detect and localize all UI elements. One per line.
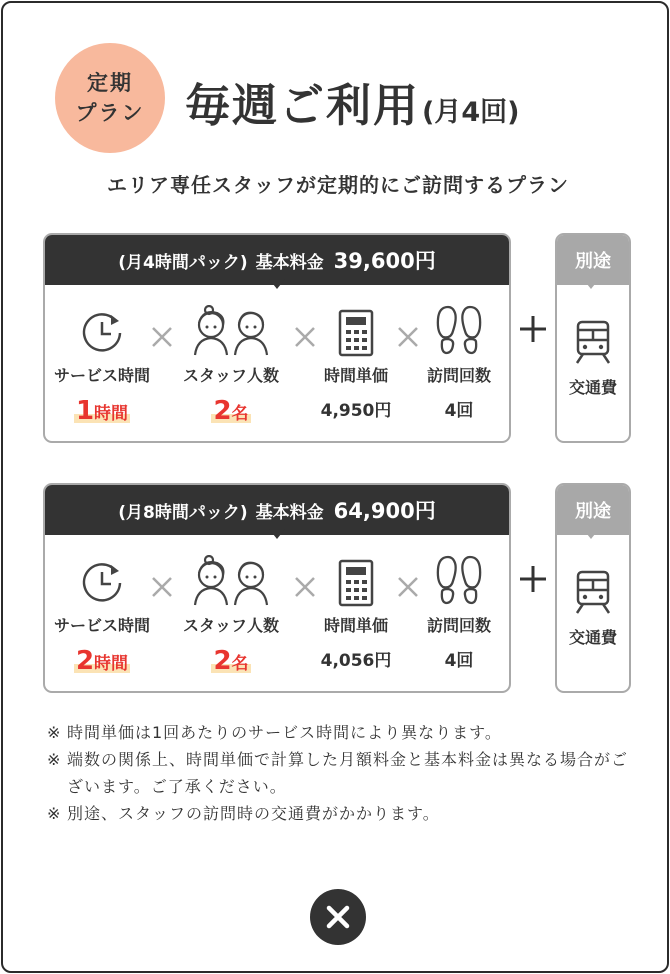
item-service-time	[47, 535, 157, 674]
plan-badge	[55, 43, 165, 153]
plan-box	[43, 233, 511, 443]
item-staff-count	[176, 535, 286, 674]
item-label: 時間単価	[323, 616, 388, 635]
badge-line1: 定期	[87, 71, 133, 95]
plan-header	[45, 485, 509, 535]
note-text: 端数の関係上、時間単価で計算した月額料金と基本料金は異なる場合がございます。ご了承ください。	[67, 750, 629, 796]
base-price: 64,900円	[333, 499, 436, 523]
item-hourly-rate	[301, 535, 411, 674]
service-time-value: 1時間	[75, 396, 129, 426]
plan-header	[45, 235, 509, 285]
clock-icon	[47, 535, 157, 613]
plus-icon	[517, 563, 549, 595]
staff-icon	[176, 535, 286, 613]
base-price-label: 基本料金	[255, 252, 324, 273]
note-text: 時間単価は1回あたりのサービス時間により異なります。	[67, 723, 502, 742]
plan-pack: (月8時間パック)	[118, 502, 248, 523]
page-subtitle: エリア専任スタッフが定期的にご訪問するプラン	[107, 173, 569, 197]
title-main: 毎週ご利用	[185, 79, 421, 132]
train-icon	[573, 319, 613, 365]
base-price: 39,600円	[333, 249, 436, 273]
plan-card-1	[43, 233, 633, 443]
hourly-rate-value: 4,056円	[320, 651, 392, 671]
plan-items	[45, 535, 509, 693]
item-visit-count	[404, 285, 511, 424]
base-price-label: 基本料金	[255, 502, 324, 523]
close-button[interactable]	[310, 889, 366, 945]
times-icon	[148, 323, 176, 351]
item-service-time	[47, 285, 157, 424]
item-label: スタッフ人数	[182, 616, 279, 635]
header-pointer	[269, 529, 285, 539]
extra-fee-box	[555, 483, 631, 693]
extra-header: 別途	[557, 235, 629, 285]
item-label: 訪問回数	[426, 616, 491, 635]
header-pointer	[269, 279, 285, 289]
visit-count-value: 4回	[444, 401, 474, 421]
visit-count-value: 4回	[444, 651, 474, 671]
page-title	[185, 69, 520, 132]
note-item: ※ 別途、スタッフの訪問時の交通費がかかります。	[47, 800, 637, 827]
footprints-icon	[404, 535, 511, 613]
extra-fee-box	[555, 233, 631, 443]
note-item: ※ 端数の関係上、時間単価で計算した月額料金と基本料金は異なる場合がございます。ご了承ください。	[47, 746, 637, 800]
extra-label: 交通費	[568, 378, 617, 397]
extra-pointer	[583, 529, 599, 539]
plan-card-2	[43, 483, 633, 693]
item-label: サービス時間	[53, 366, 150, 385]
extra-header: 別途	[557, 485, 629, 535]
extra-pointer	[583, 279, 599, 289]
title-sub: (月4回)	[422, 97, 520, 128]
item-label: 訪問回数	[426, 366, 491, 385]
item-visit-count	[404, 535, 511, 674]
staff-icon	[176, 285, 286, 363]
close-icon	[325, 904, 351, 930]
times-icon	[148, 573, 176, 601]
staff-count-value: 2名	[213, 396, 249, 426]
item-label: 時間単価	[323, 366, 388, 385]
service-time-value: 2時間	[75, 646, 129, 676]
plan-items	[45, 285, 509, 443]
plus-icon	[517, 313, 549, 345]
footprints-icon	[404, 285, 511, 363]
badge-line2: プラン	[75, 101, 145, 125]
train-icon	[573, 569, 613, 615]
item-staff-count	[176, 285, 286, 424]
item-label: スタッフ人数	[182, 366, 279, 385]
plan-box	[43, 483, 511, 693]
item-hourly-rate	[301, 285, 411, 424]
plan-pack: (月4時間パック)	[118, 252, 248, 273]
extra-label: 交通費	[568, 628, 617, 647]
notes	[47, 719, 637, 827]
clock-icon	[47, 285, 157, 363]
note-item: ※ 時間単価は1回あたりのサービス時間により異なります。	[47, 719, 637, 746]
item-label: サービス時間	[53, 616, 150, 635]
note-text: 別途、スタッフの訪問時の交通費がかかります。	[67, 804, 440, 823]
plan-modal	[1, 1, 669, 973]
staff-count-value: 2名	[213, 646, 249, 676]
hourly-rate-value: 4,950円	[320, 401, 392, 421]
